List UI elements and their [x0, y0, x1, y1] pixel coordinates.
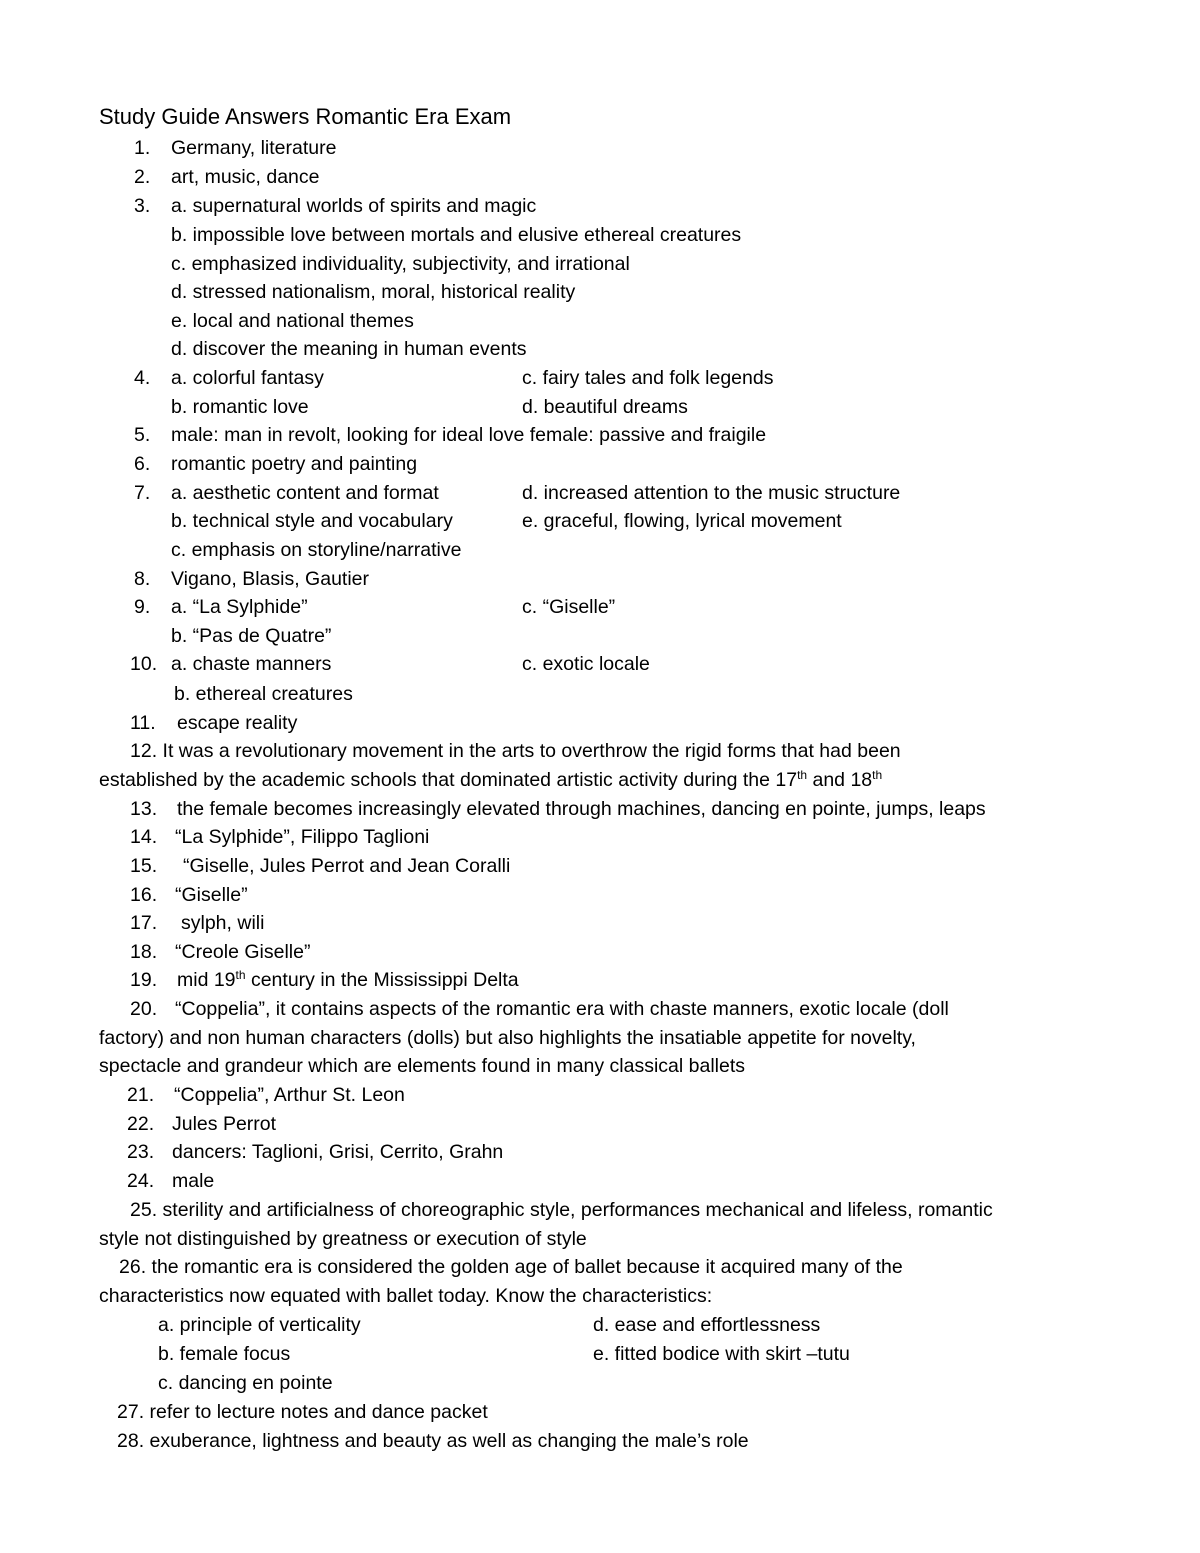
item-number: 16. — [130, 884, 158, 906]
answer-text: “Creole Giselle” — [175, 941, 311, 963]
answer-text: “Coppelia”, it contains aspects of the romantic era with chaste manners, exotic locale (doll — [175, 998, 949, 1020]
item-number: 14. — [130, 826, 158, 848]
answer-text: Vigano, Blasis, Gautier — [171, 568, 369, 590]
answer-text: b. romantic love — [171, 396, 309, 418]
answer-text: 25. sterility and artificialness of choreographic style, performances mechanical and lifeless, romantic — [130, 1199, 993, 1221]
answer-text: factory) and non human characters (dolls) but also highlights the insatiable appetite for novelty, — [99, 1027, 916, 1049]
answer-text: c. emphasized individuality, subjectivity, and irrational — [171, 253, 630, 275]
answer-text: a. “La Sylphide” — [171, 596, 308, 618]
answer-text: Jules Perrot — [172, 1113, 277, 1135]
item-number: 18. — [130, 941, 158, 963]
item-number: 13. — [130, 798, 158, 820]
answer-text: the female becomes increasingly elevated through machines, dancing en pointe, jumps, leaps — [177, 798, 986, 820]
answer-text: e. local and national themes — [171, 310, 414, 332]
answer-text: “Giselle” — [175, 884, 248, 906]
item-number: 15. — [130, 855, 158, 877]
item-number: 1. — [134, 137, 151, 159]
answer-text: e. fitted bodice with skirt –tutu — [593, 1343, 850, 1365]
page-title: Study Guide Answers Romantic Era Exam — [99, 104, 512, 129]
answer-text: “Coppelia”, Arthur St. Leon — [174, 1084, 405, 1106]
answer-text: a. principle of verticality — [158, 1314, 361, 1336]
answer-text: d. discover the meaning in human events — [171, 338, 527, 360]
answer-text: male: man in revolt, looking for ideal love female: passive and fraigile — [171, 424, 767, 446]
item-number: 2. — [134, 166, 151, 188]
answer-text: sylph, wili — [181, 912, 265, 934]
answer-text: d. beautiful dreams — [522, 396, 688, 418]
answer-text: established by the academic schools that dominated artistic activity during the 17th and 18th — [99, 768, 883, 791]
answer-text: d. increased attention to the music structure — [522, 482, 901, 504]
answer-text: b. “Pas de Quatre” — [171, 625, 332, 647]
item-number: 7. — [134, 482, 151, 504]
item-number: 10. — [130, 653, 158, 675]
item-number: 21. — [127, 1084, 155, 1106]
answer-text: b. impossible love between mortals and elusive ethereal creatures — [171, 224, 742, 246]
answer-text: style not distinguished by greatness or execution of style — [99, 1228, 587, 1250]
item-number: 6. — [134, 453, 151, 475]
answer-text: 26. the romantic era is considered the golden age of ballet because it acquired many of the — [119, 1256, 903, 1278]
answer-text: spectacle and grandeur which are elements found in many classical ballets — [99, 1055, 746, 1077]
answer-text: art, music, dance — [171, 166, 320, 188]
answer-text: dancers: Taglioni, Grisi, Cerrito, Grahn — [172, 1141, 504, 1163]
item-number: 11. — [130, 712, 156, 734]
answer-text: e. graceful, flowing, lyrical movement — [522, 510, 842, 532]
answer-text: c. emphasis on storyline/narrative — [171, 539, 462, 561]
answer-text: a. aesthetic content and format — [171, 482, 439, 504]
answer-text: “La Sylphide”, Filippo Taglioni — [175, 826, 430, 848]
answer-text: c. dancing en pointe — [158, 1372, 333, 1394]
item-number: 24. — [127, 1170, 155, 1192]
answer-text: escape reality — [177, 712, 298, 734]
answer-text: 12. It was a revolutionary movement in the arts to overthrow the rigid forms that had been — [130, 740, 901, 762]
item-number: 5. — [134, 424, 151, 446]
answer-text: b. female focus — [158, 1343, 291, 1365]
item-number: 19. — [130, 969, 158, 991]
answer-text: d. stressed nationalism, moral, historical reality — [171, 281, 576, 303]
answer-text: a. colorful fantasy — [171, 367, 324, 389]
answer-text: characteristics now equated with ballet today. Know the characteristics: — [99, 1285, 713, 1307]
item-number: 23. — [127, 1141, 155, 1163]
answer-text: b. ethereal creatures — [174, 683, 353, 705]
answer-text: a. chaste manners — [171, 653, 332, 675]
item-number: 9. — [134, 596, 151, 618]
answer-text: “Giselle, Jules Perrot and Jean Coralli — [183, 855, 511, 877]
answer-text: c. “Giselle” — [522, 596, 616, 618]
answer-text: b. technical style and vocabulary — [171, 510, 453, 532]
answer-text: romantic poetry and painting — [171, 453, 418, 475]
item-number: 8. — [134, 568, 151, 590]
item-number: 3. — [134, 195, 151, 217]
answer-text: a. supernatural worlds of spirits and magic — [171, 195, 537, 217]
answer-text: male — [172, 1170, 215, 1192]
answer-text: mid 19th century in the Mississippi Delta — [177, 968, 519, 991]
item-number: 17. — [130, 912, 158, 934]
answer-text: d. ease and effortlessness — [593, 1314, 821, 1336]
answer-text: 27. refer to lecture notes and dance packet — [117, 1401, 488, 1423]
answer-text: c. exotic locale — [522, 653, 650, 675]
item-number: 22. — [127, 1113, 155, 1135]
item-number: 4. — [134, 367, 151, 389]
answer-text: 28. exuberance, lightness and beauty as well as changing the male’s role — [117, 1430, 749, 1452]
answer-text: c. fairy tales and folk legends — [522, 367, 774, 389]
answer-text: Germany, literature — [171, 137, 337, 159]
item-number: 20. — [130, 998, 158, 1020]
